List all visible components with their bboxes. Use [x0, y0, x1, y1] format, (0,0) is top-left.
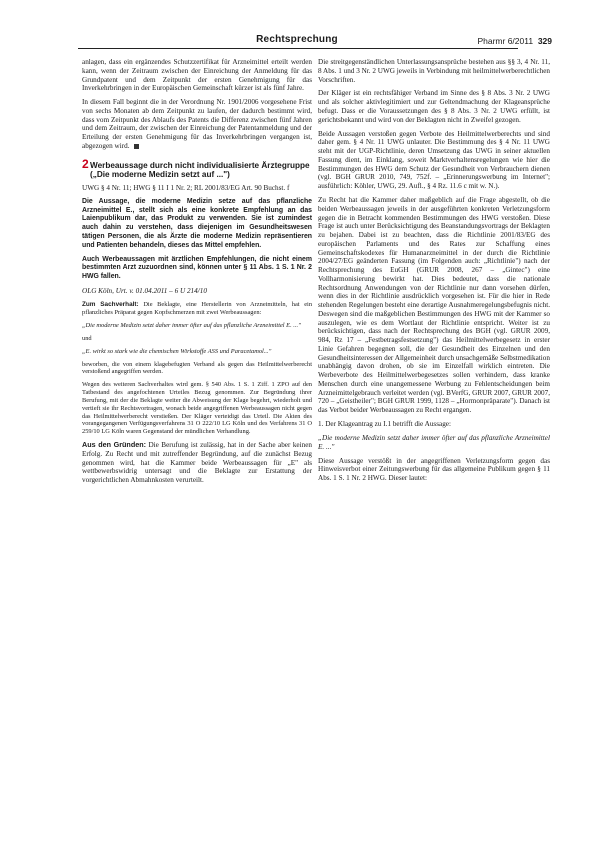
headnote-1: Die Aussage, die moderne Medizin setze auf das pflanzliche Arzneimittel E., stellt sich als eine konkrete Empfehlung an das Laienpublikum dar, das Produkt zu verwenden. Sie ist zumindest auch dahin zu verstehen, dass diejenigen im Gesundheitswesen tätigen Personen, die als Ärzte die moderne Medizin repräsentieren und Patienten behandeln, dieses das Mittel empfehlen. [82, 197, 312, 249]
quoted-ad-2: „E. wirkt so stark wie die chemischen Wirkstoffe ASS und Paracetamol..." [82, 347, 272, 355]
conjunction: und [82, 334, 92, 342]
case-heading [82, 156, 312, 180]
paragraph: Der Kläger ist ein rechtsfähiger Verband im Sinne des § 8 Abs. 3 Nr. 2 UWG und als solcher aktivlegitimiert und zur Geltendmachung der Klageansprüche befugt. Dass er die Voraussetzungen des § 8 Abs. 3 Nr. 2 UWG erfüllt, ist gerichtsbekannt und wird von der Beklagten nicht in Zweifel gezogen. [318, 89, 550, 124]
case-number: 2 [82, 156, 89, 171]
paragraph: Diese Aussage verstößt in der angegriffenen Verletzungsform gegen das Hinweisverbot einer Zeitungswerbung für das allgemeine Publikum gegen § 11 Abs. 1 S. 1 Nr. 2 HWG. Dieser lautet: [318, 456, 550, 483]
journal-name: Pharmr 6/2011 [477, 36, 534, 46]
facts-paragraph [82, 301, 312, 317]
journal-citation [477, 36, 552, 46]
paragraph: Die streitgegenständlichen Unterlassungsansprüche bestehen aus §§ 3, 4 Nr. 11, 8 Abs. 1 und 3 Nr. 2 UWG jeweils in Verbindung mit heilmittelwerberechtlichen Vorschriften. [318, 58, 550, 84]
reasons-paragraph [82, 441, 312, 485]
page-number: 329 [537, 36, 552, 46]
left-column [82, 58, 312, 490]
page-header [0, 30, 608, 54]
paragraph: anlagen, dass ein ergänzendes Schutzzertifikat für Arzneimittel erteilt werden kann, wenn der Zeitraum zwischen der Einreichung der Anmeldung für das Grundpatent und dem Zeitpunkt der ersten Genehmigung für das Inverkehrbringen in der Europäischen Gemeinschaft kürzer ist als fünf Jahre. [82, 58, 312, 93]
paragraph [82, 98, 312, 151]
right-column [318, 58, 550, 488]
paragraph-text: In diesem Fall beginnt die in der Verordnung Nr. 1901/2006 vorgesehene Frist von sechs Monaten ab dem Zeitpunkt zu laufen, der dadurch bestimmt wird, dass vom Zeitpunkt des Ablaufs des Patents die Differenz zwischen fünf Jahren und dem Zeitraum, der zwischen der Einreichung der Patentanmeldung und der Erteilung der ersten Genehmigung für das Inverkehrbringen vergangen ist, abgezogen wird. [82, 98, 312, 150]
facts-label: Zum Sachverhalt: [82, 300, 139, 308]
headnote-2: Auch Werbeaussagen mit ärztlichen Empfehlungen, die nicht einem bestimmten Arzt zuzuordnen sind, können unter § 11 Abs. 1 S. 1 Nr. 2 HWG fallen. [82, 255, 312, 280]
reasons-label: Aus den Gründen: [82, 440, 146, 450]
reasons-text: Die Berufung ist zulässig, hat in der Sache aber keinen Erfolg. Zu Recht und mit zutreffender Begründung, auf die zunächst Bezug genommen wird, hat die Kammer beide Werbeaussagen für „E" als wettbewerbswidrig untersagt und die Beklagte zur Erstattung der vorgerichtlichen Abmahnkosten verurteilt. [82, 441, 312, 485]
facts-text: Die Beklagte, eine Herstellerin von Arzneimitteln, hat ein pflanzliches Präparat gegen Kopfschmerzen mit zwei Werbeaussagen: [82, 300, 313, 316]
quoted-ad: „Die moderne Medizin setzt daher immer öfter auf das pflanzliche Arzneimittel E. ..." [318, 433, 550, 451]
paragraph: beworben, die von einem klagebefugten Verband als gegen das Heilmittelwerberecht verstoßend angegriffen werden. [82, 360, 312, 376]
court-citation: OLG Köln, Urt. v. 01.04.2011 – 6 U 214/10 [82, 286, 207, 295]
norms: UWG § 4 Nr. 11; HWG § 11 I 1 Nr. 2; RL 2001/83/EG Art. 90 Buchst. f [82, 183, 290, 192]
paragraph: Beide Aussagen verstoßen gegen Verbote des Heilmittelwerberechts und sind daher gem. § 4 Nr. 11 UWG unlauter. Die Bestimmung des § 4 Nr. 11 UWG steht mit der UGP-Richtlinie, deren Umsetzung das UWG in seiner aktuellen Fassung dient, im Einklang, soweit Marktverhaltensregelungen wie hier die Bestimmungen des HWG dem Schutz der Gesundheit von Verbrauchern dienen (vgl. BGH GRUR 2010, 749, 752f. – „Erinnerungswerbung im Internet"; ausführlich: Köhler, UWG, 29. Aufl., § 4 Rz. 11.6 c mit w. N.). [318, 129, 550, 191]
quoted-ad-1: „Die moderne Medizin setzt daher immer öfter auf das pflanzliche Arzneimittel E. ..." [82, 321, 301, 329]
paragraph: Wegen des weiteren Sachverhaltes wird gem. § 540 Abs. 1 S. 1 Ziff. 1 ZPO auf den Tatbestand des angefochtenen Urteiles Bezug genommen. Zur Begründung ihrer Berufung, mit der die Beklagte weiter die Abweisung der Klage begehrt, wiederholt und vertieft sie ihr Rechtsvortragen, wonach beide angegriffenen Werbeaussagen nicht gegen das Heilmittelwerberecht verstießen. Der Kläger verteidigt das Urteil. Die Akten des vorangegangenen Verfügungsverfahrens 31 O 222/10 LG Köln und des Verfahrens 31 O 259/10 LG Köln waren Gegenstand der mündlichen Verhandlung. [82, 381, 312, 436]
paragraph: Zu Recht hat die Kammer daher maßgeblich auf die Frage abgestellt, ob die beiden Werbeaussagen jeweils in der ausgeführten konkreten Verletzungsform gegen die in Betracht kommenden Bestimmungen des HWG verstoßen. Diese Frage ist auch unter Berücksichtigung des Beanstandungsvortrags der Beklagten zu bejahen. Dabei ist zu beachten, dass die Richtlinie 2001/83/EG des europäischen Parlaments und des Rates zur Schaffung eines Gemeinschaftskodexes für Humanarzneimittel in der durch die Richtlinie 2004/27/EG geänderten Fassung (im Folgenden auch: „Richtlinie") nach der Rechtsprechung des EuGH (GRUR 2008, 267 – „Gintec") eine Vollharmonisierung bewirkt hat. Dies bedeutet, dass die nationale Rechtsordnung Anwendungen von der Richtlinie nur dann vorsehen dürfen, wenn dies in der Richtlinie ausdrücklich vorgesehen ist. Für die hier in Rede stehenden Regelungen besteht eine derartige Ausnahmeregelungsbefugnis nicht. Deswegen sind die maßgeblichen Bestimmungen des HWG mit der Kammer so auszulegen, wie es dem Wortlaut der Richtlinie entspricht. Weiter ist zu berücksichtigen, dass nach der Rechtsprechung des BGH (vgl. GRUR 2009, 984, Rz 17 – „Festbetragsfestsetzung") das Heilmittelwerbegesetz in erster Linie Gefahren begegnen soll, die der Gesundheit des Einzelnen und den Gesundheitsinteressen der Allgemeinheit durch unsachgemäße Selbstmedikation unabhängig davon drohen, ob sie im Einzelfall wirklich eintreten. Die Werbeverbote des Heilmittelwerbegesetzes sollen verhindern, dass kranke Menschen durch eine unangemessene Werbung zu Fehlentscheidungen beim Arzneimittelgebrauch verleitet werden (vgl. BVerfG, GRUR 2007, GRUR 2007, 720 – „Geistheiler"; BGH GRUR 1999, 1128 – „Hormonpräparate"). Danach ist das Verbot beider Werbeaussagen zu Recht ergangen. [318, 196, 550, 415]
end-of-article-mark [134, 144, 139, 149]
paragraph: 1. Der Klageantrag zu I.1 betrifft die Aussage: [318, 420, 451, 428]
section-title: Rechtsprechung [256, 34, 338, 45]
case-title: Werbeaussage durch nicht individualisierte Ärztegruppe („Die moderne Medizin setzt auf ...") [90, 160, 310, 180]
header-rule [78, 48, 518, 49]
